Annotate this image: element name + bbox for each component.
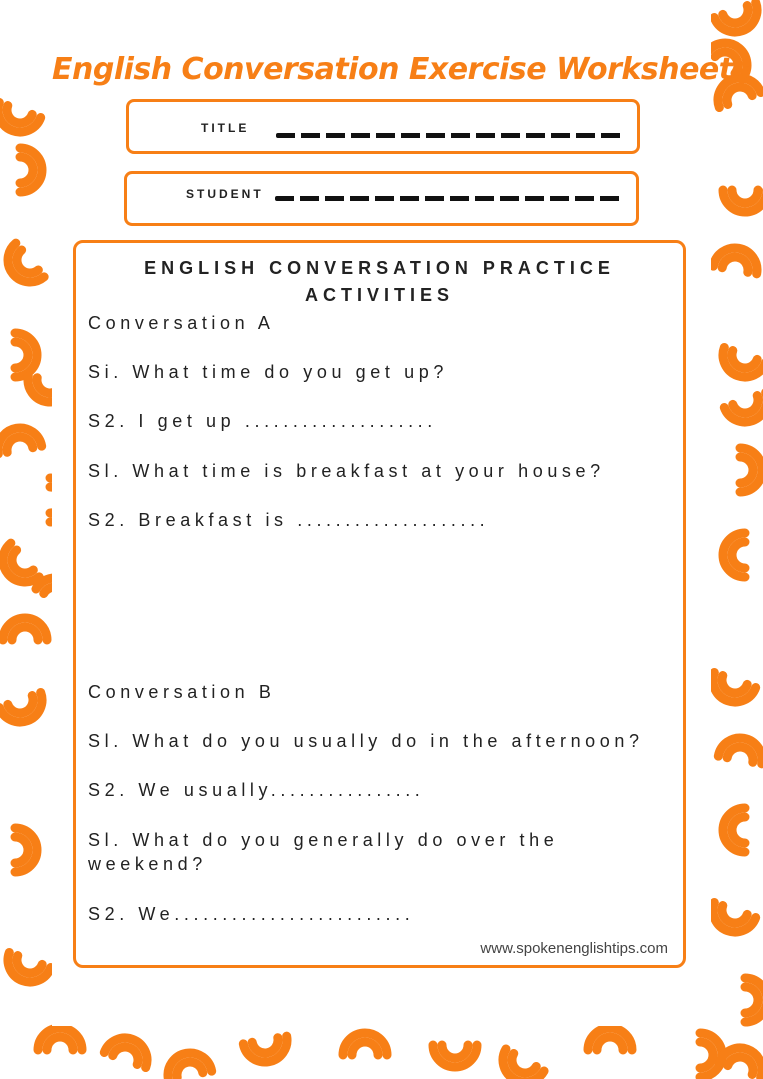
activity-box xyxy=(73,240,686,968)
decorative-arc xyxy=(745,987,758,1013)
conversation-b-line-2: S2. We usually................ xyxy=(88,780,425,800)
conversation-b-title: Conversation B xyxy=(88,682,276,702)
decorative-arc xyxy=(732,542,745,568)
conversation-a-line-2: S2. I get up .................... xyxy=(88,411,437,431)
heading-line-1: ENGLISH CONVERSATION PRACTICE xyxy=(144,258,615,278)
page-title: English Conversation Exercise Worksheets xyxy=(52,52,750,87)
conversation-b-line-3: Sl. What do you generally do over the weekend? xyxy=(88,830,559,874)
conversation-b-line-4: S2. We......................... xyxy=(88,904,415,924)
decorative-arc xyxy=(12,627,38,640)
decorative-arc xyxy=(740,457,753,483)
conversation-a-line-3: Sl. What time is breakfast at your house? xyxy=(88,461,605,481)
decorative-arc xyxy=(732,817,745,843)
student-label: STUDENT xyxy=(186,187,264,201)
title-field[interactable] xyxy=(126,99,640,154)
decorative-arc xyxy=(15,837,28,863)
decorative-arc xyxy=(5,435,33,452)
conversation-b-line-1: Sl. What do you usually do in the afternoon? xyxy=(88,731,644,751)
conversation-a-line-1: Si. What time do you get up? xyxy=(88,362,448,382)
activity-heading xyxy=(76,255,683,309)
decorative-arc xyxy=(15,342,28,368)
title-label: TITLE xyxy=(201,121,250,135)
decorative-arc xyxy=(47,1037,73,1050)
decorative-arc xyxy=(732,190,758,203)
decorative-arc xyxy=(597,1037,623,1050)
decorative-arc xyxy=(175,1060,203,1077)
conversation-a-title: Conversation A xyxy=(88,313,275,333)
student-blank-line xyxy=(275,196,623,201)
decorative-arc xyxy=(352,1042,378,1055)
decorative-arc xyxy=(442,1045,468,1058)
decorative-arc xyxy=(722,255,750,272)
heading-line-2: ACTIVITIES xyxy=(304,285,454,305)
decorative-arc xyxy=(727,745,755,762)
conversation-a-line-4: S2. Breakfast is .................... xyxy=(88,510,490,530)
student-field[interactable] xyxy=(124,171,639,226)
title-blank-line xyxy=(276,133,624,138)
decorative-arc xyxy=(252,1038,280,1055)
decorative-arc xyxy=(20,157,33,183)
decorative-arc xyxy=(700,1042,713,1068)
website-footer: www.spokenenglishtips.com xyxy=(480,940,668,957)
